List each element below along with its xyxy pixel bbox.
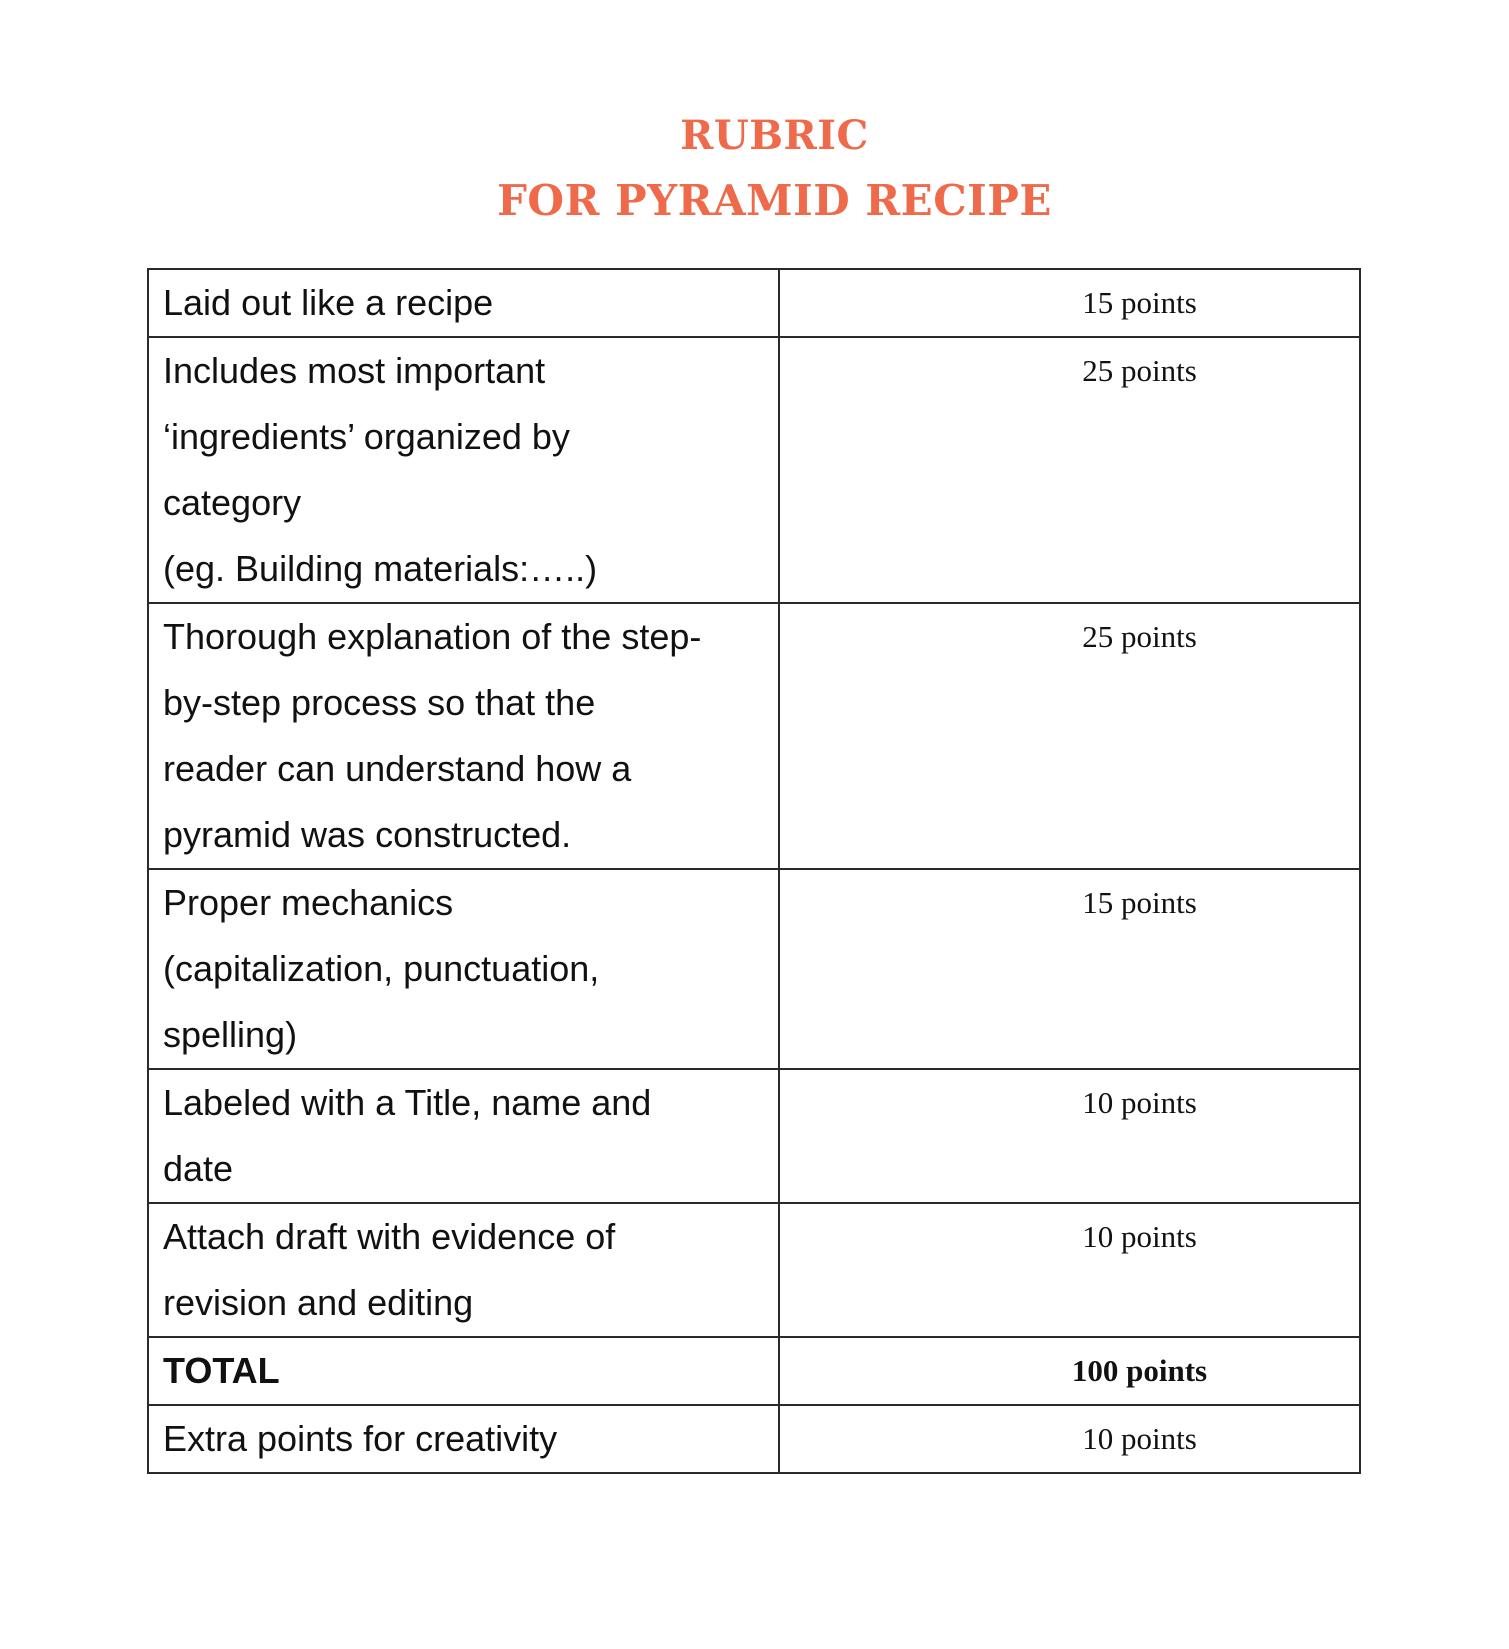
document-title: RUBRIC <box>680 112 869 159</box>
points-value: 10 points <box>1082 1421 1197 1456</box>
points-cell <box>779 1069 1360 1203</box>
table-row <box>148 603 1360 869</box>
points-cell <box>779 337 1360 603</box>
criterion-text: revision and editing <box>163 1282 474 1323</box>
criterion-text: Extra points for creativity <box>163 1418 558 1459</box>
criterion-text: reader can understand how a <box>163 748 632 789</box>
points-value: 25 points <box>1082 353 1197 388</box>
criterion-cell <box>148 1405 779 1473</box>
points-value: 10 points <box>1082 1219 1197 1254</box>
criterion-text: date <box>163 1148 234 1189</box>
criterion-text: Attach draft with evidence of <box>163 1216 616 1257</box>
points-value: 25 points <box>1082 619 1197 654</box>
total-points-value: 100 points <box>1071 1353 1208 1388</box>
table-row <box>148 1405 1360 1473</box>
criterion-cell <box>148 1069 779 1203</box>
criterion-text: pyramid was constructed. <box>163 814 572 855</box>
table-row <box>148 337 1360 603</box>
criterion-text: by-step process so that the <box>163 682 596 723</box>
table-row <box>148 269 1360 337</box>
points-value: 15 points <box>1082 285 1197 320</box>
table-row-total <box>148 1337 1360 1405</box>
criterion-cell <box>148 1337 779 1405</box>
criterion-text: category <box>163 482 302 523</box>
criterion-text: (capitalization, punctuation, <box>163 948 600 989</box>
criterion-cell <box>148 1203 779 1337</box>
points-cell <box>779 1203 1360 1337</box>
points-value: 10 points <box>1082 1085 1197 1120</box>
criterion-text: Labeled with a Title, name and <box>163 1082 652 1123</box>
points-cell <box>779 269 1360 337</box>
criterion-text: Includes most important <box>163 350 546 391</box>
points-cell <box>779 869 1360 1069</box>
table-row <box>148 869 1360 1069</box>
points-value: 15 points <box>1082 885 1197 920</box>
rubric-table <box>147 268 1361 1474</box>
criterion-cell <box>148 269 779 337</box>
points-cell <box>779 1405 1360 1473</box>
points-cell <box>779 603 1360 869</box>
criterion-cell <box>148 603 779 869</box>
criterion-text: ‘ingredients’ organized by <box>163 416 570 457</box>
points-cell <box>779 1337 1360 1405</box>
criterion-cell <box>148 337 779 603</box>
criterion-cell <box>148 869 779 1069</box>
total-label: TOTAL <box>163 1350 280 1391</box>
criterion-text: Laid out like a recipe <box>163 282 494 323</box>
criterion-text: (eg. Building materials:…..) <box>163 548 598 589</box>
table-row <box>148 1203 1360 1337</box>
criterion-text: spelling) <box>163 1014 298 1055</box>
criterion-text: Proper mechanics <box>163 882 454 923</box>
criterion-text: Thorough explanation of the step- <box>163 616 702 657</box>
table-row <box>148 1069 1360 1203</box>
document-subtitle: FOR PYRAMID RECIPE <box>497 176 1052 225</box>
